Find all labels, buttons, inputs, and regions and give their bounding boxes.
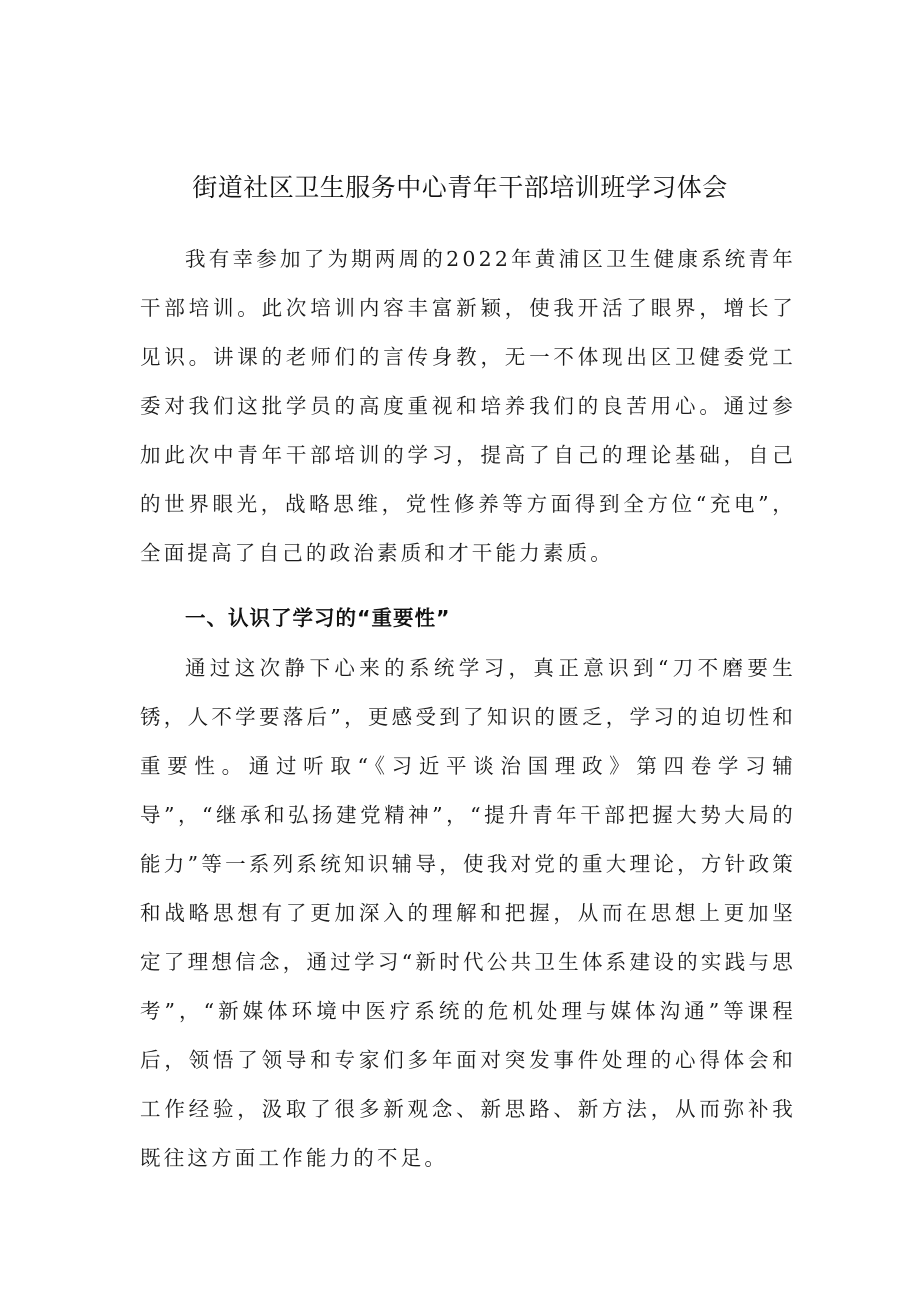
- section-paragraph: 通过这次静下心来的系统学习，真正意识到“刀不磨要生锈，人不学要落后”，更感受到了知识的匮乏，学习的迫切性和重要性。通过听取“《习近平谈治国理政》第四卷学习辅导”，“继承和弘扬建党精神”，“提升青年干部把握大势大局的能力”等一系列系统知识辅导，使我对党的重大理论，方针政策和战略思想有了更加深入的理解和把握，从而在思想上更加坚定了理想信念，通过学习“新时代公共卫生体系建设的实践与思考”，“新媒体环境中医疗系统的危机处理与媒体沟通”等课程后，领悟了领导和专家们多年面对突发事件处理的心得体会和工作经验，汲取了很多新观念、新思路、新方法，从而弥补我既往这方面工作能力的不足。: [140, 656, 796, 1170]
- intro-paragraph: 我有幸参加了为期两周的2022年黄浦区卫生健康系统青年干部培训。此次培训内容丰富新颖，使我开活了眼界，增长了见识。讲课的老师们的言传身教，无一不体现出区卫健委党工委对我们这批学员的高度重视和培养我们的良苦用心。通过参加此次中青年干部培训的学习，提高了自己的理论基础，自己的世界眼光，战略思维，党性修养等方面得到全方位“充电”，全面提高了自己的政治素质和才干能力素质。: [140, 247, 796, 565]
- section-heading: 一、认识了学习的“重要性”: [185, 606, 451, 630]
- document-title: 街道社区卫生服务中心青年干部培训班学习体会: [192, 173, 728, 202]
